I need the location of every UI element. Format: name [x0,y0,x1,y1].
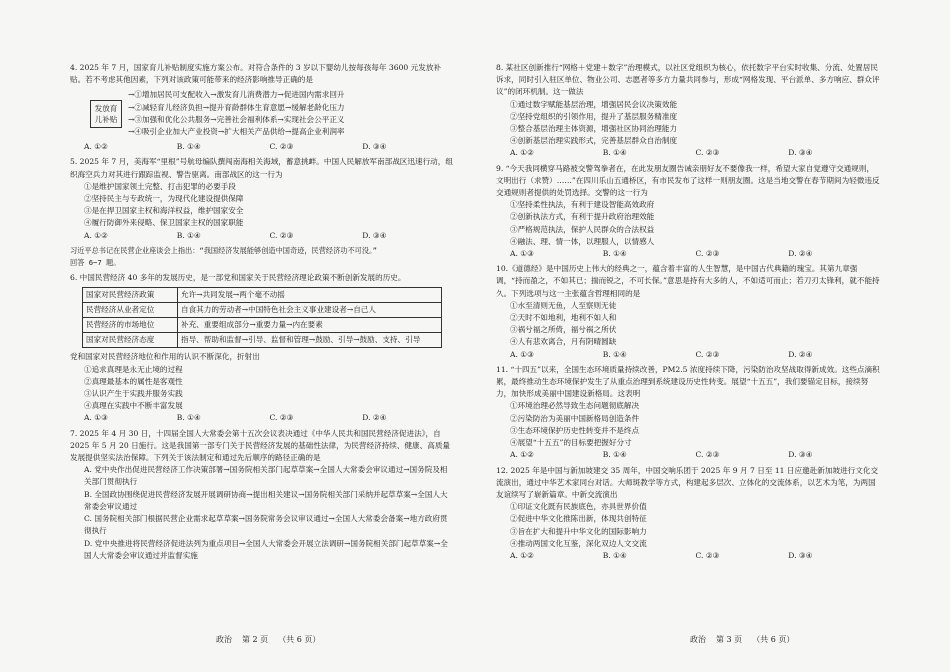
q4-flow-line: →①增加居民可支配收入→激发育儿消费潜力→促进国内需求回升 [128,90,345,100]
question-7 [70,428,455,562]
table-row [83,288,442,303]
choice-d: D. ③④ [362,230,387,240]
choice-d: D. ③④ [788,450,813,460]
q7-option-b: B. 全国政协围绕促进民营经济发展开展调研协商→提出相关建议→国务院相关部门采纳并起草草案→全国人大常委会审议通过 [84,489,448,511]
q11-option: ①环境治理必然导致生态问题彻底解决 [510,401,640,411]
q4-choices [70,141,455,153]
q6-choices [70,412,455,424]
q11-option: ②污染防治为美丽中国新格局创造条件 [510,413,640,423]
footer-subject: 政治 [690,635,706,644]
choice-a: A. ①③ [510,349,534,359]
question-12 [496,465,881,563]
q8-option: ①通过数字赋能基层治理，增强居民会议决策效能 [510,99,678,109]
choice-b: B. ①④ [176,142,201,152]
question-4 [70,62,455,153]
choice-c: C. ②③ [269,413,294,423]
choice-a: A. ①② [510,450,534,460]
q4-flow-line: →③加强和优化公共服务→完善社会福利体系→实现社会公平正义 [128,114,345,124]
q4-flow-line: →④吸引企业加大产业投资→扩大相关产品供给→提高企业利润率 [128,127,345,137]
table-cell: 国家对民营经济态度 [83,333,178,348]
right-column [496,62,881,565]
material-quote: 习近平总书记在民营企业座谈会上指出：“我国经济发展能够创造中国奇迹，民营经济功不可没。” [70,245,377,255]
question-5 [70,156,455,241]
choice-c: C. ②③ [695,550,720,560]
choice-a: A. ①② [510,148,534,158]
choice-d: D. ③④ [788,148,813,158]
choice-c: C. ②③ [695,148,720,158]
q10-option: ③祸兮福之所倚，福兮祸之所伏 [510,325,617,335]
choice-d: D. ②④ [362,413,387,423]
choice-a: A. ①③ [510,249,534,259]
footer-page: 第 3 页 [716,635,743,644]
choice-b: B. ①④ [602,249,627,259]
choice-b: B. ①④ [602,349,627,359]
choice-d: D. ②④ [788,349,813,359]
q5-stem: 5. 2025 年 7 月，美海军“里根”号航母编队撰闯南海相关海域，蓄意挑衅。中国人民解放军南部战区迅速行动，组织海空兵力对其进行跟踪监视、警告驱离。南部战区的这一行为 [70,157,453,179]
q9-choices [496,248,881,260]
q4-stem: 4. 2025 年 7 月，国家育儿补贴制度实施方案公布。对符合条件的 3 岁以下婴幼儿按每孩每年 3600 元发放补贴。若不考虑其他因素，下列对该政策可能带来的经济影响推导正确的是 [70,63,442,85]
q7-option-d: D. 党中央推进将民营经济促进法列为重点项目→全国人大常委会开展立法调研→国务院相关部门起草草案→全国人大常委会审议通过并监督实施 [84,538,448,560]
q10-choices [496,349,881,361]
question-11 [496,364,881,462]
q6-option: ①追求真理是永无止境的过程 [84,364,183,374]
material-instruction: 回答 6~7 题。 [70,258,121,268]
table-row [83,318,442,333]
q6-sub-stem: 党和国家对民营经济地位和作用的认识不断深化，折射出 [70,352,260,362]
q6-option: ③认识产生于实践并服务实践 [84,389,183,399]
q8-option: ③整合基层治理主体资源，增强社区协同治理能力 [510,124,678,134]
q5-option: ①是维护国家领土完整、打击犯罪的必要手段 [84,181,236,191]
table-cell: 国家对民营经济政策 [83,288,178,303]
table-cell: 民营经济从业者定位 [83,303,178,318]
q11-option: ④展望“十五五”的目标要把握好分寸 [510,438,632,448]
q12-choices [496,550,881,562]
q6-stem: 6. 中国民营经济 40 多年的发展历史，是一部党和国家关于民营经济理论政策不断创新发展的历史。 [70,273,406,283]
q10-option: ①水至清则无鱼，人至察则无徒 [510,300,617,310]
q4-flow-line: →②减轻育儿经济负担→提升育龄群体生育意愿→缓解老龄化压力 [128,102,345,112]
q12-option: ①印证文化既有民族底色，亦具世界价值 [510,502,647,512]
table-row [83,333,442,348]
q6-table [82,287,442,348]
q9-option: ①坚持柔性执法，有利于建设智能高效政府 [510,200,655,210]
choice-b: B. ①④ [602,148,627,158]
question-10 [496,263,881,361]
q10-option: ②天时不如地利，地利不如人和 [510,313,617,323]
choice-a: A. ①③ [84,413,108,423]
choice-a: A. ①② [84,230,108,240]
q4-flow-diagram [90,89,455,138]
footer-left [216,634,330,645]
table-cell: 自食其力的劳动者→中国特色社会主义事业建设者→自己人 [178,303,442,318]
q8-stem: 8. 某社区创新推行“网格＋党建＋数字”治理模式，以社区党组织为核心，依托数字平台实时收集、分流、处置居民诉求，同时引入驻区单位、物业公司、志愿者等多方力量共同参与，形成“网格发现、平台派单、多方响应、群众评议”的闭环机制。这一做法 [496,63,880,97]
q5-option: ④履行防御外来侵略、保卫国家主权的国家职能 [84,218,244,228]
choice-a: A. ①② [510,550,534,560]
q12-option: ②促进中华文化推陈出新，体现共创特征 [510,514,647,524]
footer-right [690,634,804,645]
q12-stem: 12. 2025 年是中国与新加坡建交 35 周年，中国交响乐团于 2025 年 9 月 7 日至 11 日应邀赴新加坡进行文化交流演出，通过中华艺术家同台对话。大师斑教学等方式，构建起多层次、立体化的交流体系，以艺术为笔，为两国友谊续写了崭新篇章。中新交流演出 [496,465,879,499]
choice-a: A. ①② [84,142,108,152]
q9-option: ③严格规范执法，保护人民群众的合法权益 [510,224,655,234]
choice-c: C. ②③ [269,230,294,240]
choice-c: C. ②③ [269,142,294,152]
q10-option: ④人有悲欢离合，月有阴晴圆缺 [510,337,617,347]
footer-total: （共 6 页） [752,635,795,644]
table-cell: 补充、重要组成部分→重要力量→内在要素 [178,318,442,333]
q6-option: ④真理在实践中不断丰富发展 [84,401,183,411]
q11-stem: 11. “十四五”以来，全国生态环境质量持续改善，PM2.5 浓度持续下降，污染防治攻坚战取得新成效。这些点滴积累，最终推动生态环境保护发生了从重点治理到系统建设历史性转变。展望“十五五”，我们要锚定目标，接续努力，加快形成美丽中国建设新格局。这表明 [496,364,880,399]
choice-c: C. ②③ [695,349,720,359]
q11-choices [496,449,881,461]
choice-b: B. ①④ [602,550,627,560]
q9-stem: 9. “今天我同横穿马路被交警驾拳者在，在此发朋友圈告诫亲朋好友不要像我一样，希望大家自觉遵守交通规则，文明出行（求赞）……”在四川乐山五通桥区，有市民发布了这样一则朋友圈。这是当地交警在春节期间为轻微违反交通规则者提供的处罚选择。交警的这一行为 [496,163,880,198]
q8-option: ④创新基层治理实践形式，完善基层群众自治制度 [510,136,678,146]
choice-d: D. ③④ [788,550,813,560]
choice-c: C. ②③ [695,249,720,259]
q7-option-c: C. 国务院相关部门根据民营企业需求起草草案→国务院常务会议审议通过→全国人大常委会备案→地方政府贯彻执行 [84,514,448,536]
q10-stem: 10.《道德经》是中国历史上伟大的经典之一，蕴含着丰富的人生智慧，是中国古代典籍的瑰宝。其第九章强调，“持而盈之，不如其已；揣而锐之，不可长保。”意思是持有大多的人，不如适可而止；若刀刃太锋利，就不能持久。下列选项与这一主张蕴含哲理相同的是 [496,264,880,298]
q7-stem: 7. 2025 年 4 月 30 日，十四届全国人大常委会第十五次会议表决通过《中华人民共和国民营经济促进法》，自 2025 年 5 月 20 日施行。这是我国第一部专门关于民营经济发展的基础性法律，为民营经济持续、健康、高质量发展提供坚实法治保障。下列关于该法制定和通过先后顺序的路径正确的是 [70,428,451,463]
left-column [70,62,455,565]
question-9 [496,163,881,261]
q4-flow-box: 发放育儿补贴 [90,100,122,128]
table-cell: 允许→共同发展→两个毫不动摇 [178,288,442,303]
choice-b: B. ①④ [176,230,201,240]
q5-choices [70,230,455,242]
q5-option: ②坚持民主与专政统一，为现代化建设提供保障 [84,194,244,204]
q6-option: ②真理最基本的属性是客观性 [84,376,183,386]
q12-option: ③旨在扩大和提升中华文化的国际影响力 [510,526,647,536]
question-6 [70,272,455,424]
footer-subject: 政治 [216,635,232,644]
table-row [83,303,442,318]
choice-c: C. ②③ [695,450,720,460]
footer-page: 第 2 页 [242,635,269,644]
choice-d: D. ③④ [362,142,387,152]
q8-option: ②坚持党组织的引领作用，提升了基层服务精准度 [510,111,678,121]
footer-total: （共 6 页） [278,635,321,644]
q12-option: ④推动两国文化互鉴，深化双边人文交流 [510,538,647,548]
q5-option: ③是在捍卫国家主权和海洋权益，维护国家安全 [84,206,244,216]
choice-d: D. ②④ [788,249,813,259]
choice-b: B. ①④ [602,450,627,460]
q9-option: ④融法、理、情一体，以理服人，以情感人 [510,236,655,246]
q11-option: ③生态环境保护历史性转变并不是终点 [510,425,640,435]
q7-option-a: A. 党中央作出促进民营经济工作决策部署→国务院相关部门起草草案→全国人大常委会审议通过→国务院及相关部门贯彻执行 [84,465,448,487]
table-cell: 指导、帮助和监督→引导、监督和管理→鼓励、引导→鼓励、支持、引导 [178,333,442,348]
table-cell: 民营经济的市场地位 [83,318,178,333]
question-8 [496,62,881,160]
choice-b: B. ①④ [176,413,201,423]
q9-option: ②创新执法方式，有利于提升政府治理效能 [510,212,655,222]
q8-choices [496,147,881,159]
shared-material [70,245,455,269]
